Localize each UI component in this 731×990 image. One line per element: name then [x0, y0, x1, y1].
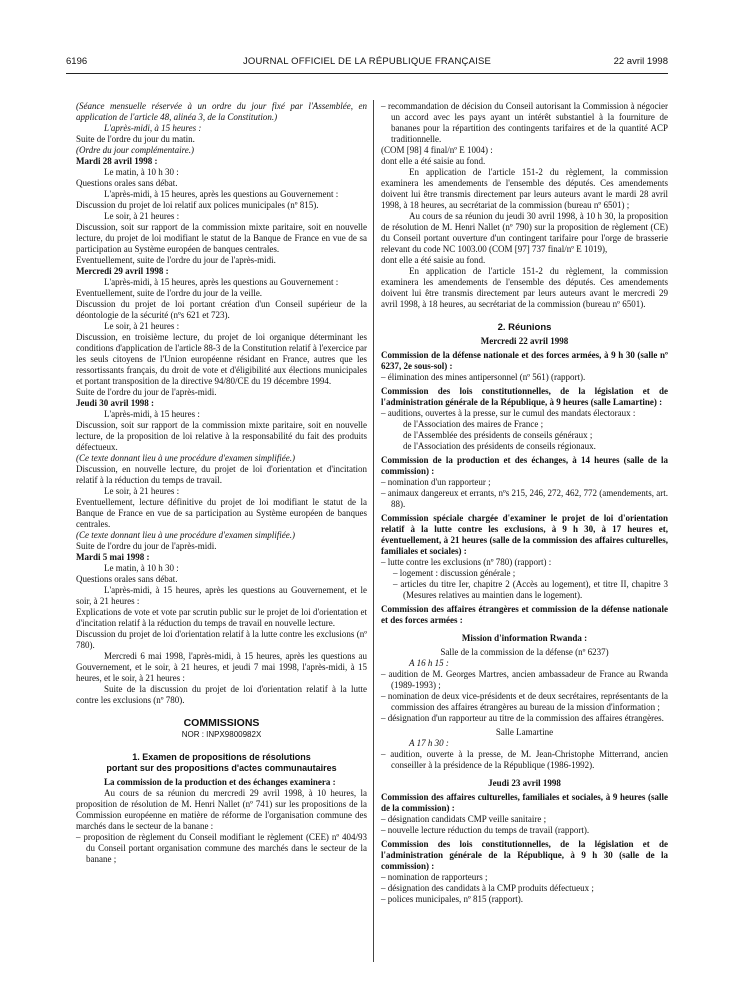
time-line: L'après-midi, à 15 heures : — [104, 123, 202, 133]
list-item: – désignation des candidats à la CMP produits défectueux ; — [381, 883, 594, 893]
commission-heading: Commission des affaires culturelles, familiales et sociales, à 9 heures (salle de la commission) : — [381, 792, 668, 813]
list-item: – animaux dangereux et errants, nºs 215, 246, 272, 462, 772 (amendements, art. 88). — [381, 488, 668, 509]
right-column — [381, 101, 668, 905]
paragraph: Questions orales sans débat. — [76, 178, 178, 188]
commission-heading: Commission des affaires étrangères et commission de la défense nationale et des forces armées : — [381, 604, 668, 625]
commission-heading: Commission de la production et des échanges, à 14 heures (salle de la commission) : — [381, 455, 668, 476]
paragraph: Discussion, soit sur rapport de la commission mixte paritaire, soit en nouvelle lecture, du projet de loi modifiant le statut de la Banque de France en vue de sa participation au Système européen de banques centrales. — [76, 222, 367, 254]
day-heading: Mardi 5 mai 1998 : — [76, 552, 150, 562]
paragraph: (Ce texte donnant lieu à une procédure d'examen simplifiée.) — [76, 453, 295, 463]
time-line: A 16 h 15 : — [409, 658, 449, 668]
time-line: L'après-midi, à 15 heures : — [104, 409, 200, 419]
paragraph: Discussion, soit sur rapport de la commission mixte paritaire, soit en nouvelle lecture, de la proposition de loi relative à la responsabilité du fait des produits défectueux. — [76, 420, 367, 452]
list-item: – désignation candidats CMP veille sanitaire ; — [381, 814, 547, 824]
section-heading: 2. Réunions — [497, 322, 552, 333]
paragraph: (Séance mensuelle réservée à un ordre du jour fixé par l'Assemblée, en application de l'article 48, alinéa 3, de la Constitution.) — [76, 101, 367, 122]
commissions-heading: COMMISSIONS — [183, 717, 260, 729]
date-heading: Mercredi 22 avril 1998 — [480, 336, 569, 346]
room-label: Salle Lamartine — [495, 727, 554, 737]
list-subitem: de l'Association des maires de France ; — [403, 419, 544, 429]
time-line: Le soir, à 21 heures : — [104, 321, 180, 331]
section-heading: 1. Examen de propositions de résolutions — [132, 752, 311, 762]
left-column — [76, 101, 367, 865]
commission-heading: Commission de la défense nationale et des forces armées, à 9 h 30 (salle nº 6237, 2e sous-sol) : — [381, 350, 668, 371]
list-item: – proposition de règlement du Conseil modifiant le règlement (CEE) nº 404/93 du Conseil portant organisation commune des marchés dans le secteur de la banane ; — [76, 832, 367, 864]
paragraph: Suite de l'ordre du jour du matin. — [76, 134, 195, 144]
paragraph: Explications de vote et vote par scrutin public sur le projet de loi d'orientation et d'incitation relatif à la réduction du temps de travail en nouvelle lecture. — [76, 607, 367, 628]
commission-heading: Commission des lois constitutionnelles, de la législation et de l'administration générale de la République, à 9 h 30 (salle de la commission) : — [381, 839, 668, 871]
paragraph: (Ordre du jour complémentaire.) — [76, 145, 194, 155]
list-subitem: de l'Assemblée des présidents de conseils généraux ; — [403, 430, 593, 440]
list-item: – nomination de deux vice-présidents et de deux secrétaires, représentants de la commission des affaires étrangères au bureau de la mission d'information ; — [381, 691, 668, 712]
time-line: L'après-midi, à 15 heures, après les questions au Gouvernement, et le soir, à 21 heures : — [76, 585, 367, 606]
commission-heading: La commission de la production et des échanges examinera : — [104, 777, 336, 787]
commission-heading: Commission spéciale chargée d'examiner le projet de loi d'orientation relatif à la lutte contre les exclusions, à 9 h 30, à 17 heures et, éventuellement, à 21 heures (salle de la commission des affaires culturelles, familiales et sociales) : — [381, 513, 668, 556]
commission-heading: Commission des lois constitutionnelles, de la législation et de l'administration générale de la République, à 9 heures (salle Lamartine) : — [381, 386, 668, 407]
time-line: A 17 h 30 : — [409, 738, 449, 748]
day-heading: Jeudi 30 avril 1998 : — [76, 398, 154, 408]
list-item: – désignation d'un rapporteur au titre de la commission des affaires étrangères. — [381, 713, 664, 723]
paragraph: (Ce texte donnant lieu à une procédure d'examen simplifiée.) — [76, 530, 295, 540]
list-item: – nomination de rapporteurs ; — [381, 872, 488, 882]
list-subitem: de l'Association des présidents de conseils régionaux. — [403, 441, 596, 451]
list-item: – nouvelle lecture réduction du temps de travail (rapport). — [381, 825, 590, 835]
list-item: – élimination des mines antipersonnel (nº 561) (rapport). — [381, 372, 586, 382]
section-heading: portant sur des propositions d'actes communautaires — [106, 763, 337, 773]
list-subitem: – articles du titre Ier, chapitre 2 (Accès au logement), et titre II, chapitre 3 (Mesures relatives au maintien dans le logement). — [393, 579, 668, 600]
time-line: Le soir, à 21 heures : — [104, 211, 180, 221]
list-item: – recommandation de décision du Conseil autorisant la Commission à négocier un accord avec les pays ayant un intérêt substantiel à la fourniture de bananes pour la répartition des contingents tarifaires et de la quantité ACP traditionnelle. — [381, 101, 668, 144]
issue-date: 22 avril 1998 — [613, 56, 668, 67]
paragraph: Suite de l'ordre du jour de l'après-midi. — [76, 541, 217, 551]
date-heading: Jeudi 23 avril 1998 — [488, 778, 561, 788]
nor-reference: NOR : INPX9800982X — [181, 730, 262, 739]
column-divider — [373, 100, 374, 962]
paragraph: dont elle a été saisie au fond. — [381, 156, 486, 166]
day-heading: Mardi 28 avril 1998 : — [76, 156, 158, 166]
day-paragraph: Mercredi 6 mai 1998, l'après-midi, à 15 heures, après les questions au Gouvernement, et le soir, à 21 heures, et jeudi 7 mai 1998, l'après-midi, à 15 heures, et le soir, à 21 heures : — [76, 651, 367, 683]
paragraph: Questions orales sans débat. — [76, 574, 178, 584]
list-item: – audition, ouverte à la presse, de M. Jean-Christophe Mitterrand, ancien conseiller à la présidence de la République (1986-1992). — [381, 749, 668, 770]
paragraph: dont elle a été saisie au fond. — [381, 255, 486, 265]
time-line: Le matin, à 10 h 30 : — [104, 563, 179, 573]
room-label: Salle de la commission de la défense (nº 6237) — [440, 647, 609, 657]
paragraph: Au cours de sa réunion du jeudi 30 avril 1998, à 10 h 30, la proposition de résolution de M. Henri Nallet (nº 790) sur la proposition de règlement (CE) du Conseil portant ouverture d'un contingent tarifaire pour l'orge de brasserie relevant du code NC 1003.00 (COM [97] 737 final/nº E 1019), — [381, 211, 668, 254]
paragraph: Suite de l'ordre du jour de l'après-midi. — [76, 387, 217, 397]
list-item: – auditions, ouvertes à la presse, sur le cumul des mandats électoraux : — [381, 408, 636, 418]
page-number: 6196 — [66, 56, 88, 67]
paragraph: En application de l'article 151-2 du règlement, la commission examinera les amendements de l'ensemble des députés. Ces amendements doivent lui être transmis directement par leurs auteurs avant le mercredi 29 avril 1998, à 18 heures, au secrétariat de la commission (bureau nº 6501). — [381, 266, 668, 309]
journal-title: JOURNAL OFFICIEL DE LA RÉPUBLIQUE FRANÇAISE — [242, 56, 492, 67]
time-line: L'après-midi, à 15 heures, après les questions au Gouvernement : — [104, 277, 339, 287]
paragraph: Eventuellement, suite de l'ordre du jour de la veille. — [76, 288, 263, 298]
paragraph: Eventuellement, lecture définitive du projet de loi modifiant le statut de la Banque de France en vue de sa participation au Système européen de banques centrales. — [76, 497, 367, 529]
mission-heading: Mission d'information Rwanda : — [461, 633, 588, 643]
list-item: – audition de M. Georges Martres, ancien ambassadeur de France au Rwanda (1989-1993) ; — [381, 669, 668, 690]
paragraph: Suite de la discussion du projet de loi d'orientation relatif à la lutte contre les exclusions (nº 780). — [76, 684, 367, 705]
page-header — [66, 56, 668, 70]
list-item: – polices municipales, nº 815 (rapport). — [381, 894, 524, 904]
time-line: L'après-midi, à 15 heures, après les questions au Gouvernement : — [104, 189, 339, 199]
header-rule — [66, 73, 668, 74]
list-item: – lutte contre les exclusions (nº 780) (rapport) : — [381, 557, 552, 567]
paragraph: (COM [98] 4 final/nº E 1004) : — [381, 145, 493, 155]
list-subitem: – logement : discussion générale ; — [393, 568, 516, 578]
paragraph: Discussion du projet de loi portant création d'un Conseil supérieur de la déontologie de la sécurité (nºs 621 et 723). — [76, 299, 367, 320]
day-heading: Mercredi 29 avril 1998 : — [76, 266, 169, 276]
paragraph: En application de l'article 151-2 du règlement, la commission examinera les amendements de l'ensemble des députés. Ces amendements doivent lui être transmis directement par leurs auteurs avant le mardi 28 avril 1998, à 18 heures, au secrétariat de la commission (bureau nº 6501) ; — [381, 167, 668, 210]
time-line: Le soir, à 21 heures : — [104, 486, 180, 496]
paragraph: Au cours de sa réunion du mercredi 29 avril 1998, à 10 heures, la proposition de résolution de M. Henri Nallet (nº 741) sur les propositions de la Commission européenne en matière de réforme de l'organisation commune des marchés dans le secteur de la banane : — [76, 788, 367, 831]
list-item: – nomination d'un rapporteur ; — [381, 477, 491, 487]
paragraph: Discussion, en troisième lecture, du projet de loi organique déterminant les conditions d'application de l'article 88-3 de la Constitution relatif à l'exercice par les seuls citoyens de l'Union européenne résidant en France, autres que les ressortissants français, du droit de vote et d'éligibilité aux élections municipales et portant transposition de la directive 94/80/CE du 19 décembre 1994. — [76, 332, 367, 386]
time-line: Le matin, à 10 h 30 : — [104, 167, 179, 177]
paragraph: Discussion, en nouvelle lecture, du projet de loi d'orientation et d'incitation relatif à la réduction du temps de travail. — [76, 464, 367, 485]
paragraph: Eventuellement, suite de l'ordre du jour de l'après-midi. — [76, 255, 276, 265]
paragraph: Discussion du projet de loi d'orientation relatif à la lutte contre les exclusions (nº 780). — [76, 629, 367, 650]
paragraph: Discussion du projet de loi relatif aux polices municipales (nº 815). — [76, 200, 319, 210]
